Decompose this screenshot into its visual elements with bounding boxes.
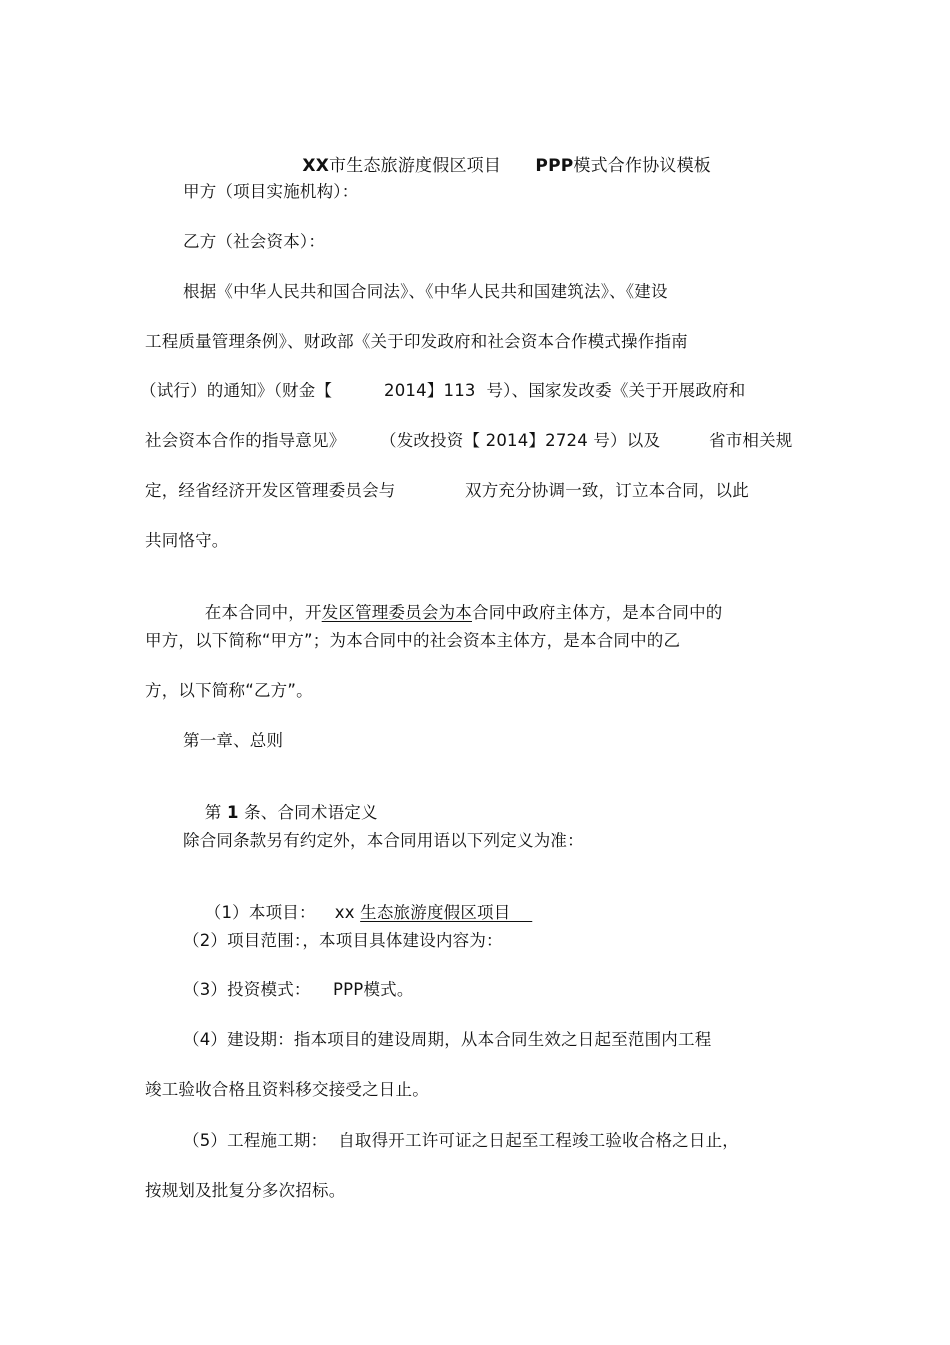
chapter-heading: 第一章、总则: [183, 731, 284, 750]
basis-line-5a: 定，经省经济开发区管理委员会与: [145, 481, 396, 500]
parties-def-1a: 在本合同中，开: [204, 603, 322, 622]
parties-def-1b: 发区管理委员会为本: [321, 603, 472, 622]
basis-line-3a: （试行）的通知》（财金【: [140, 381, 333, 400]
item-1-label: （1）本项目：: [204, 903, 316, 922]
parties-def-1c: 合同中政府主体方，是本合同中的: [472, 603, 723, 622]
basis-line-4b: （发改投资【 2014】2724 号）以及: [380, 431, 661, 450]
item-2: （2）项目范围：，本项目具体建设内容为：: [183, 931, 503, 950]
basis-line-2: 工程质量管理条例》、财政部《关于印发政府和社会资本合作模式操作指南: [145, 332, 688, 351]
parties-def-line-3: 方，以下简称“乙方”。: [145, 681, 313, 700]
basis-line-4a: 社会资本合作的指导意见》: [145, 431, 346, 450]
item-1-xx: xx: [334, 903, 361, 922]
title-part1: 市生态旅游度假区项目: [329, 156, 502, 176]
item-3-value: PPP模式。: [333, 980, 414, 999]
item-1-project-name: 生态旅游度假区项目: [360, 903, 533, 922]
basis-line-6: 共同恪守。: [145, 531, 229, 550]
basis-line-3b: 2014】113 号）、国家发改委《关于开展政府和: [384, 381, 746, 400]
party-a-label: 甲方（项目实施机构）：: [183, 182, 359, 201]
basis-line-4c: 省市相关规: [709, 431, 793, 450]
item-3-label: （3）投资模式：: [183, 980, 311, 999]
parties-def-line-2: 甲方，以下简称“甲方”；为本合同中的社会资本主体方，是本合同中的乙: [145, 631, 681, 650]
article-number: 1: [226, 803, 239, 822]
title-ppp: PPP: [535, 156, 574, 176]
definitions-intro: 除合同条款另有约定外，本合同用语以下列定义为准：: [183, 831, 584, 850]
party-b-label: 乙方（社会资本）：: [183, 232, 326, 251]
title-xx: XX: [302, 156, 330, 176]
item-5-line-2: 按规划及批复分多次招标。: [145, 1181, 346, 1200]
item-4-line-1: （4）建设期：指本项目的建设周期，从本合同生效之日起至范围内工程: [183, 1030, 712, 1049]
article-prefix: 第: [204, 803, 227, 822]
basis-line-1: 根据《中华人民共和国合同法》、《中华人民共和国建筑法》、《建设: [183, 282, 668, 301]
item-4-line-2: 竣工验收合格且资料移交接受之日止。: [145, 1080, 429, 1099]
title-part2: 模式合作协议模板: [573, 156, 712, 176]
basis-line-5b: 双方充分协调一致，订立本合同，以此: [465, 481, 749, 500]
item-5-line-1: （5）工程施工期： 自取得开工许可证之日起至工程竣工验收合格之日止，: [183, 1131, 739, 1150]
article-suffix: 条、合同术语定义: [238, 803, 378, 822]
document-title-ppp: [513, 133, 711, 199]
